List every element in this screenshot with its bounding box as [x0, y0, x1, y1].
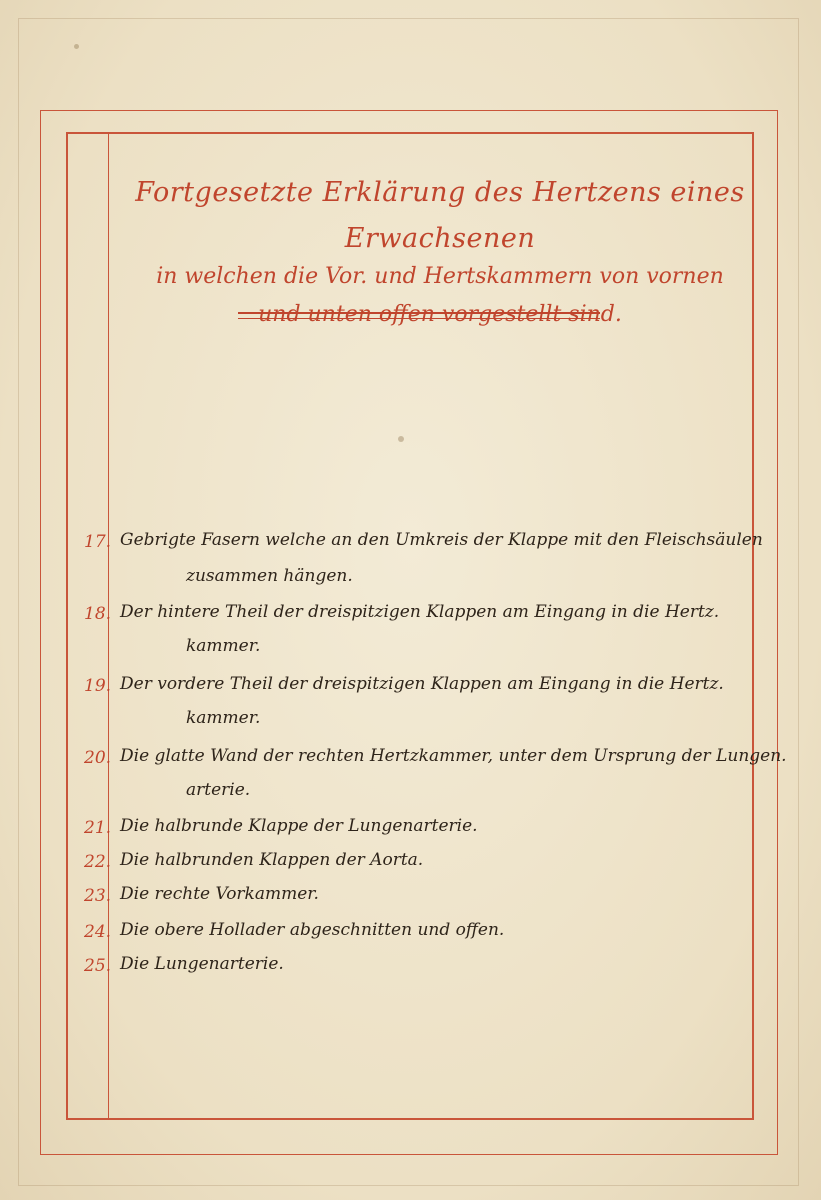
entry-text: Die glatte Wand der rechten Hertzkammer, unter dem Ursprung der Lungen.	[120, 746, 787, 766]
entry-continuation: arterie.	[186, 780, 251, 800]
title-underline-thin	[238, 318, 600, 319]
entry-text: Die obere Hollader abgeschnitten und offen.	[120, 920, 505, 940]
entry-text: Die halbrunde Klappe der Lungenarterie.	[120, 816, 478, 836]
entry-text: Der vordere Theil der dreispitzigen Klappen am Eingang in die Hertz.	[120, 674, 724, 694]
entry-number: 19.	[84, 676, 112, 696]
entry-number: 17.	[84, 532, 112, 552]
title-line-1: Fortgesetzte Erklärung des Hertzens eines Erwachsenen	[135, 177, 745, 254]
title-line-3: und unten offen vorgestellt sind.	[258, 302, 622, 327]
entry-text: Die Lungenarterie.	[120, 954, 284, 974]
entry-number: 24.	[84, 922, 112, 942]
entry-number: 18.	[84, 604, 112, 624]
entry-number: 25.	[84, 956, 112, 976]
entry-continuation: zusammen hängen.	[186, 566, 353, 586]
entry-number: 22.	[84, 852, 112, 872]
title-underline	[238, 312, 600, 314]
entry-text: Gebrigte Fasern welche an den Umkreis der Klappe mit den Fleischsäulen	[120, 530, 763, 550]
entry-number: 21.	[84, 818, 112, 838]
entry-text: Der hintere Theil der dreispitzigen Klappen am Eingang in die Hertz.	[120, 602, 720, 622]
entry-continuation: kammer.	[186, 636, 261, 656]
entry-text: Die halbrunden Klappen der Aorta.	[120, 850, 424, 870]
entry-number: 23.	[84, 886, 112, 906]
entry-continuation: kammer.	[186, 708, 261, 728]
entry-number: 20.	[84, 748, 112, 768]
title-line-2: in welchen die Vor. und Hertskammern von vornen	[156, 264, 724, 289]
entry-text: Die rechte Vorkammer.	[120, 884, 319, 904]
ink-stain	[74, 44, 79, 49]
